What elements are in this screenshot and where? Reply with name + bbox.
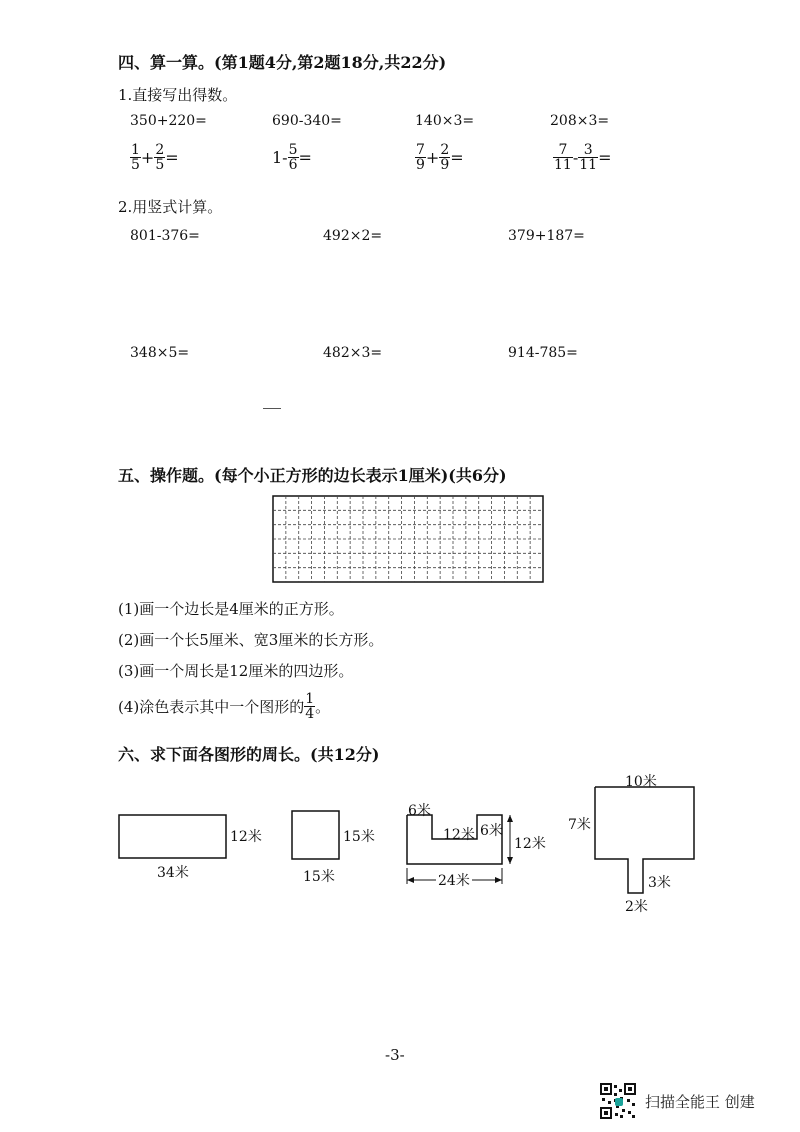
- q1-title: 1.直接写出得数。: [118, 86, 238, 104]
- section6-title: 六、求下面各图形的周长。(共12分): [118, 745, 380, 764]
- vcalc-4: 348×5=: [130, 345, 190, 361]
- fig3-total-height-label: 12米: [514, 836, 546, 852]
- fig2-square: [292, 811, 339, 859]
- task-3: (3)画一个周长是12厘米的四边形。: [118, 662, 354, 680]
- task-1: (1)画一个边长是4厘米的正方形。: [118, 600, 344, 618]
- page-number: -3-: [385, 1046, 405, 1064]
- fig2-bottom-label: 15米: [303, 869, 335, 885]
- section4-title: 四、算一算。(第1题4分,第2题18分,共22分): [118, 53, 447, 72]
- task-4: (4)涂色表示其中一个图形的 $\frac{1}{4}$ 。: [118, 691, 331, 722]
- fig1-rectangle: [119, 815, 226, 858]
- calc-1-3: 140×3=: [415, 113, 475, 129]
- calc-1-4: 208×3=: [550, 113, 610, 129]
- fig3-left-label: 6米: [408, 803, 431, 819]
- frac-calc-3: $\frac{7}{9}$ + $\frac{2}{9}$ =: [416, 142, 464, 173]
- fig4-shape: [595, 787, 694, 893]
- vcalc-6: 914-785=: [508, 345, 578, 361]
- q2-title: 2.用竖式计算。: [118, 198, 223, 216]
- frac-calc-1: $\frac{1}{5}$ + $\frac{2}{5}$ =: [131, 142, 179, 173]
- fig2-right-label: 15米: [343, 829, 375, 845]
- section5-title: 五、操作题。(每个小正方形的边长表示1厘米)(共6分): [118, 466, 507, 485]
- stray-mark: [263, 408, 281, 409]
- calc-1-1: 350+220=: [130, 113, 207, 129]
- fig3-total-width-label: 24米: [436, 870, 472, 890]
- qr-code-icon: [600, 1083, 636, 1119]
- fig3-inner-height-label: 6米: [480, 823, 503, 839]
- grid-paper[interactable]: [272, 495, 544, 583]
- frac-calc-2: 1- $\frac{5}{6}$ =: [272, 142, 312, 173]
- fig4-stem-width-label: 2米: [625, 899, 648, 915]
- frac-calc-4: $\frac{7}{11}$ - $\frac{3}{11}$ =: [554, 142, 612, 173]
- fig3-inner-width-label: 12米: [443, 827, 475, 843]
- scanner-watermark: 扫描全能王 创建: [645, 1093, 755, 1111]
- fig1-width-label: 12米: [230, 829, 262, 845]
- fig4-left-label: 7米: [568, 817, 591, 833]
- calc-1-2: 690-340=: [272, 113, 342, 129]
- fig4-stem-height-label: 3米: [648, 875, 671, 891]
- vcalc-2: 492×2=: [323, 228, 383, 244]
- perimeter-figures: [0, 760, 800, 920]
- task-2: (2)画一个长5厘米、宽3厘米的长方形。: [118, 631, 384, 649]
- vcalc-5: 482×3=: [323, 345, 383, 361]
- vcalc-1: 801-376=: [130, 228, 200, 244]
- fig1-length-label: 34米: [157, 865, 189, 881]
- vcalc-3: 379+187=: [508, 228, 585, 244]
- fig4-top-label: 10米: [625, 774, 657, 790]
